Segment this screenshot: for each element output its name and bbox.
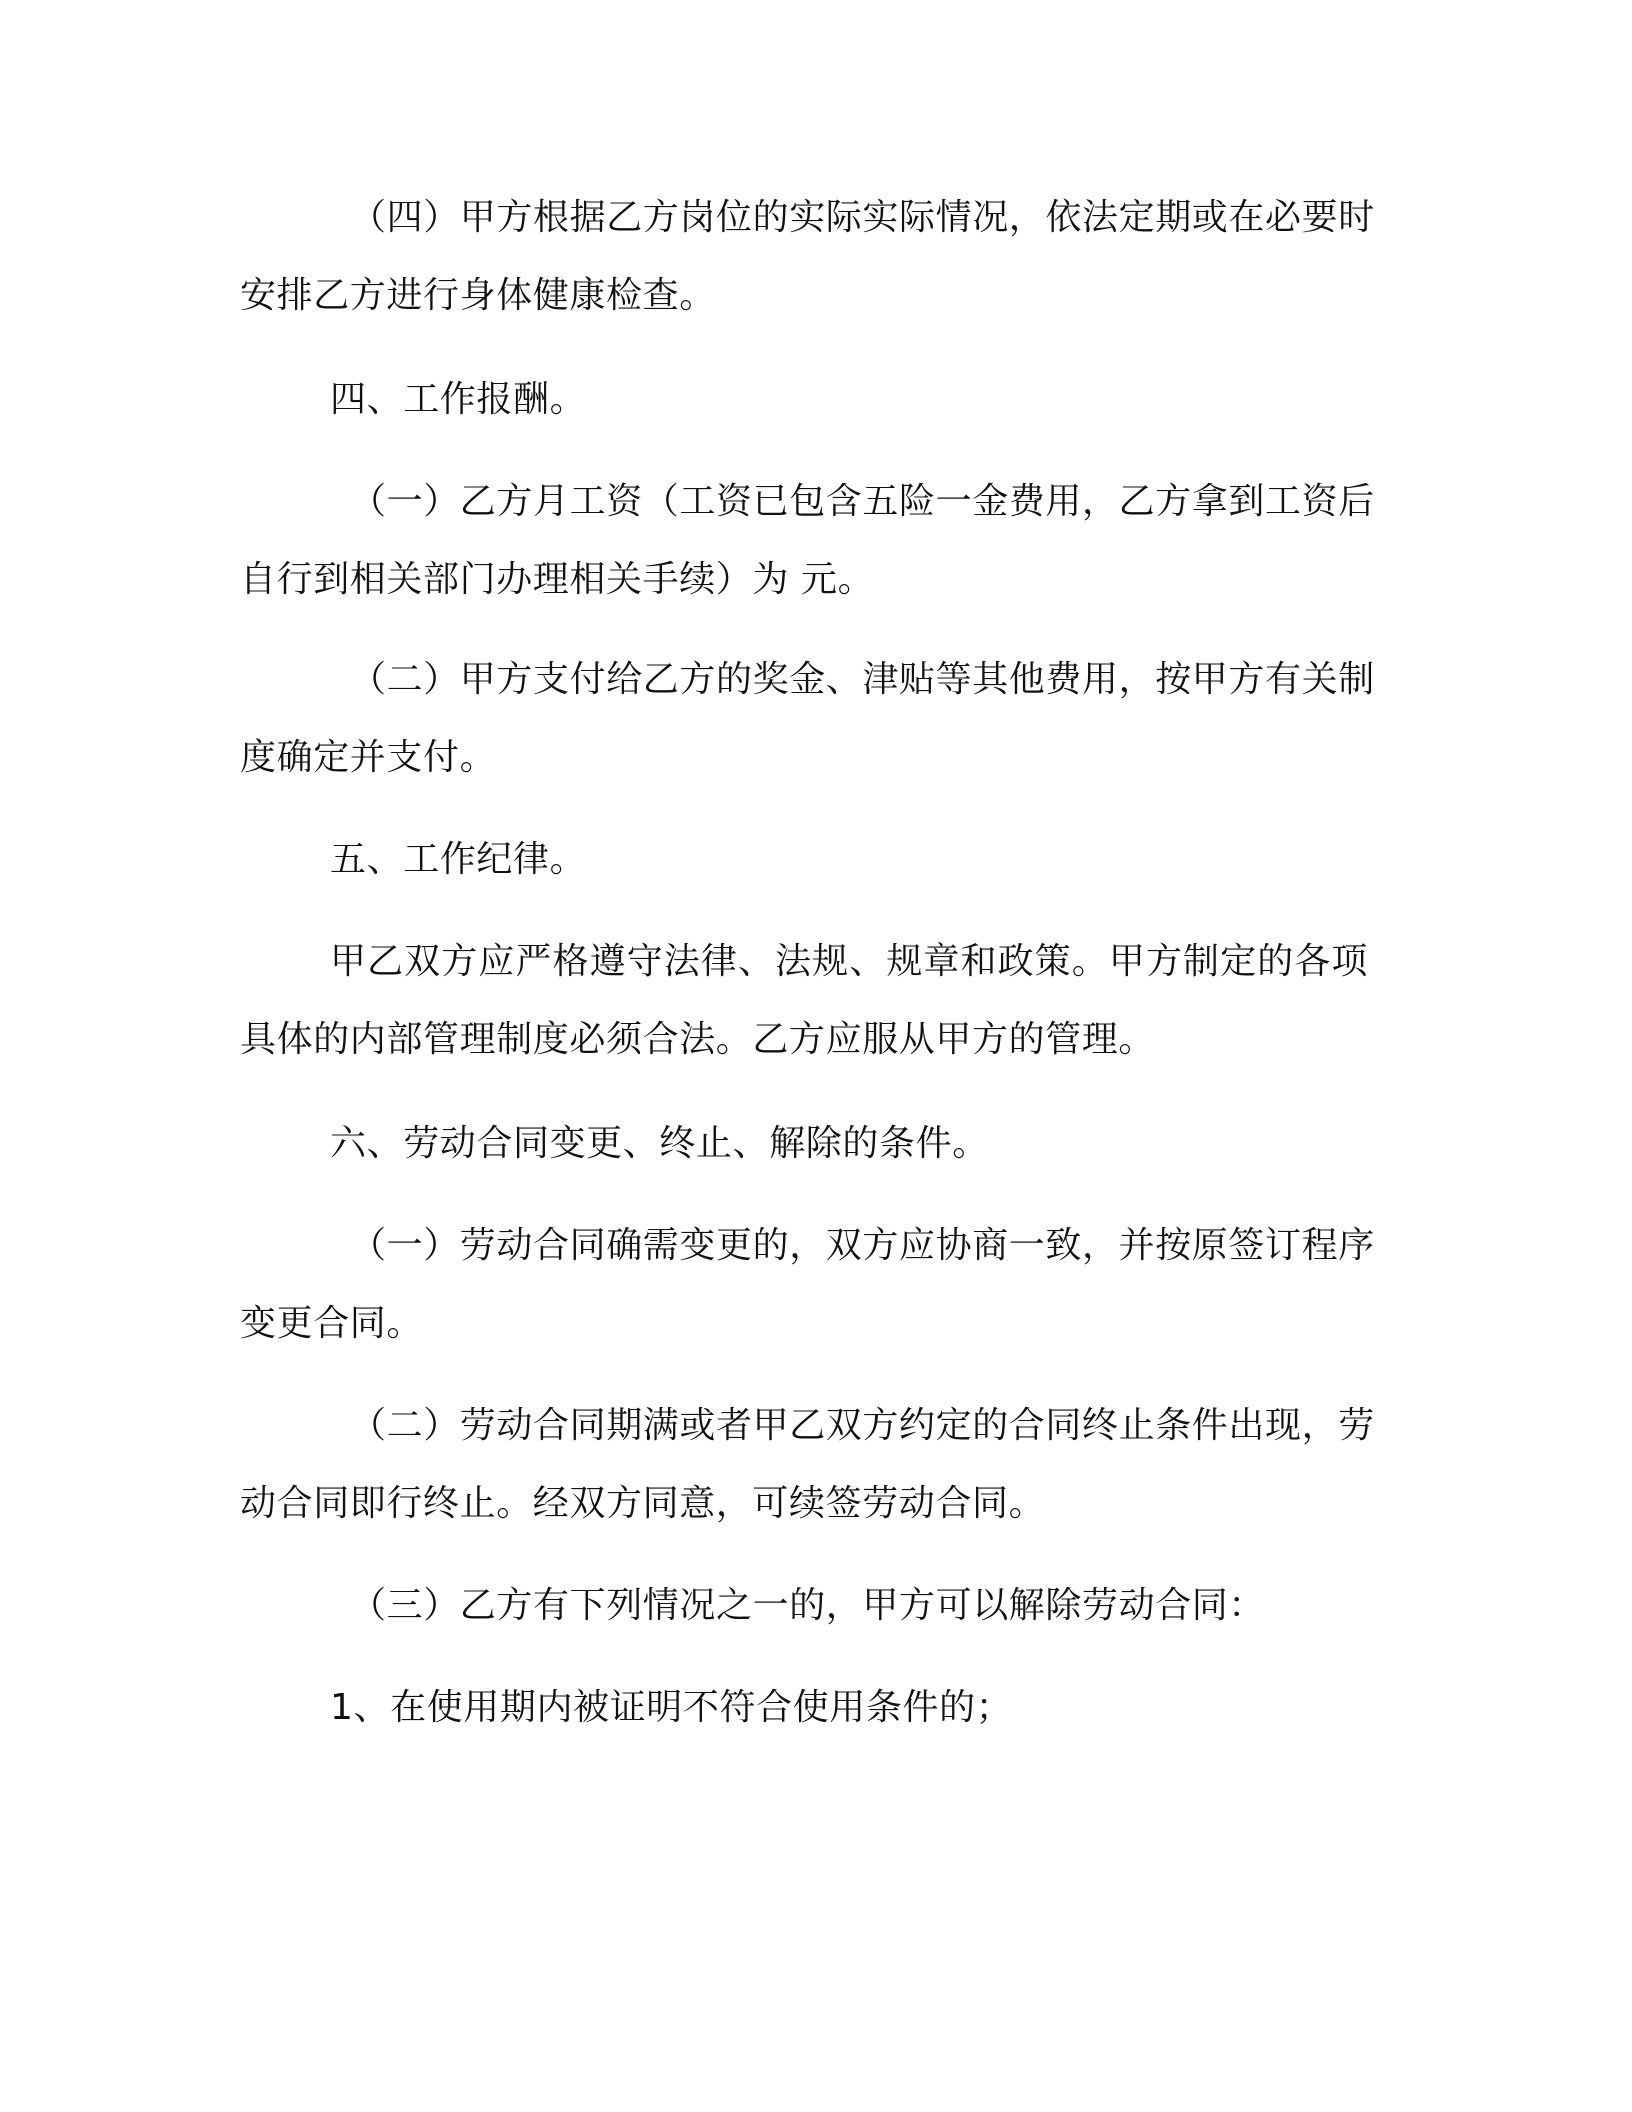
section-heading: 四、工作报酬。 <box>330 379 587 420</box>
list-item: 1、在使用期内被证明不符合使用条件的； <box>330 1687 1013 1728</box>
paragraph-line: （二）劳动合同期满或者甲乙双方约定的合同终止条件出现，劳 <box>350 1405 1375 1446</box>
paragraph-line: 具体的内部管理制度必须合法。乙方应服从甲方的管理。 <box>240 1019 1156 1060</box>
paragraph-line: （一）劳动合同确需变更的，双方应协商一致，并按原签订程序 <box>350 1225 1375 1266</box>
paragraph-line: （二）甲方支付给乙方的奖金、津贴等其他费用，按甲方有关制 <box>350 659 1375 700</box>
paragraph-line: 动合同即行终止。经双方同意，可续签劳动合同。 <box>240 1483 1046 1524</box>
paragraph-line: 自行到相关部门办理相关手续）为 元。 <box>240 559 875 600</box>
paragraph-line: 安排乙方进行身体健康检查。 <box>240 275 716 316</box>
paragraph-line: 甲乙双方应严格遵守法律、法规、规章和政策。甲方制定的各项 <box>330 941 1368 982</box>
paragraph-line: （一）乙方月工资（工资已包含五险一金费用，乙方拿到工资后 <box>350 481 1375 522</box>
paragraph-line: （三）乙方有下列情况之一的，甲方可以解除劳动合同： <box>350 1585 1266 1626</box>
section-heading: 五、工作纪律。 <box>330 839 587 880</box>
paragraph-line: 变更合同。 <box>240 1303 424 1344</box>
section-heading: 六、劳动合同变更、终止、解除的条件。 <box>330 1123 989 1164</box>
paragraph-line: （四）甲方根据乙方岗位的实际实际情况，依法定期或在必要时 <box>350 197 1375 238</box>
paragraph-line: 度确定并支付。 <box>240 737 497 778</box>
